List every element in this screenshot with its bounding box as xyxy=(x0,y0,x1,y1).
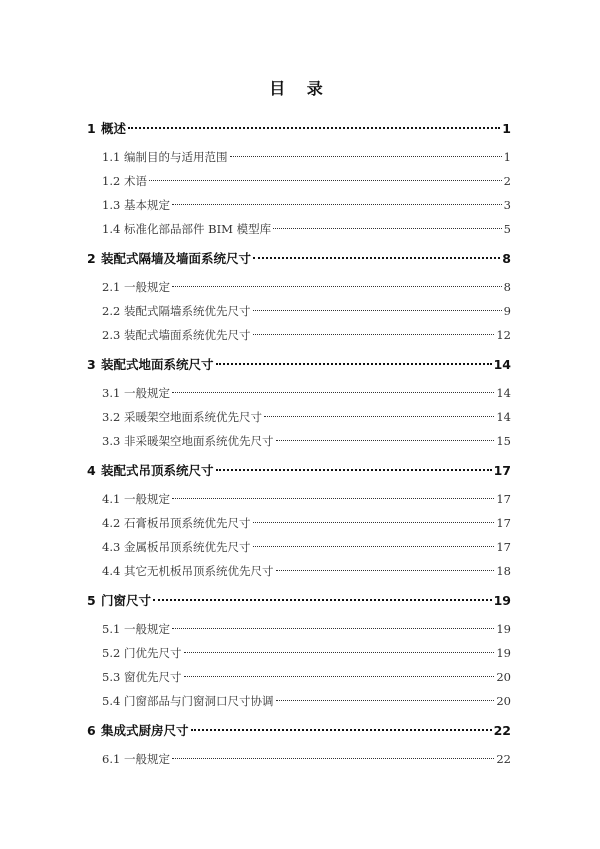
toc-entry-label: 术语 xyxy=(124,174,147,188)
toc-section-entry[interactable] xyxy=(87,299,511,323)
toc-entry-number: 1.2 xyxy=(102,174,121,188)
dot-leader xyxy=(172,628,494,629)
toc-entry-number: 1.1 xyxy=(102,150,121,164)
toc-entry-number: 6.1 xyxy=(102,752,121,766)
toc-entry-page-number: 18 xyxy=(496,564,511,578)
toc-entry-page-number: 15 xyxy=(496,434,511,448)
toc-entry-page-number: 14 xyxy=(496,410,511,424)
toc-section-entry[interactable] xyxy=(87,641,511,665)
toc-entry-label: 一般规定 xyxy=(124,280,170,294)
dot-leader xyxy=(273,228,502,229)
toc-entry-label: 概述 xyxy=(101,121,127,136)
toc-chapter-entry[interactable] xyxy=(87,459,511,483)
toc-entry-page-number: 1 xyxy=(503,150,511,164)
toc-chapter-entry[interactable] xyxy=(87,117,511,141)
table-of-contents xyxy=(87,111,511,771)
toc-entry-label: 一般规定 xyxy=(124,386,170,400)
toc-entry-number: 2.3 xyxy=(102,328,121,342)
toc-entry-number: 4.2 xyxy=(102,516,121,530)
toc-entry-page-number: 17 xyxy=(496,540,511,554)
toc-entry-number: 4.1 xyxy=(102,492,121,506)
toc-entry-page-number: 17 xyxy=(496,516,511,530)
toc-section-entry[interactable] xyxy=(87,145,511,169)
toc-entry-label: 编制目的与适用范围 xyxy=(124,150,228,164)
dot-leader xyxy=(191,729,492,731)
toc-entry-number: 4.4 xyxy=(102,564,121,578)
toc-entry-page-number: 12 xyxy=(496,328,511,342)
dot-leader xyxy=(172,758,494,759)
toc-entry-label: 一般规定 xyxy=(124,492,170,506)
toc-section-entry[interactable] xyxy=(87,429,511,453)
dot-leader xyxy=(253,522,495,523)
toc-section-entry[interactable] xyxy=(87,323,511,347)
toc-entry-page-number: 17 xyxy=(493,463,511,478)
toc-chapter-entry[interactable] xyxy=(87,589,511,613)
toc-entry-page-number: 14 xyxy=(493,357,511,372)
dot-leader xyxy=(172,392,494,393)
dot-leader xyxy=(253,310,502,311)
dot-leader xyxy=(230,156,502,157)
toc-entry-label: 非采暖架空地面系统优先尺寸 xyxy=(124,434,274,448)
toc-entry-page-number: 8 xyxy=(503,280,511,294)
dot-leader xyxy=(253,257,500,259)
toc-entry-page-number: 19 xyxy=(493,593,511,608)
toc-entry-label: 门窗部品与门窗洞口尺寸协调 xyxy=(124,694,274,708)
toc-entry-page-number: 20 xyxy=(496,670,511,684)
dot-leader xyxy=(216,469,492,471)
toc-entry-page-number: 1 xyxy=(502,121,511,136)
toc-entry-number: 3.2 xyxy=(102,410,121,424)
toc-entry-page-number: 19 xyxy=(496,646,511,660)
toc-entry-number: 5.1 xyxy=(102,622,121,636)
toc-entry-number: 3.3 xyxy=(102,434,121,448)
toc-entry-page-number: 20 xyxy=(496,694,511,708)
toc-section-entry[interactable] xyxy=(87,665,511,689)
toc-chapter-entry[interactable] xyxy=(87,719,511,743)
toc-entry-number: 4.3 xyxy=(102,540,121,554)
dot-leader xyxy=(264,416,494,417)
toc-entry-number: 2.1 xyxy=(102,280,121,294)
dot-leader xyxy=(172,286,502,287)
toc-entry-page-number: 8 xyxy=(502,251,511,266)
toc-section-entry[interactable] xyxy=(87,193,511,217)
dot-leader xyxy=(172,204,502,205)
toc-entry-label: 装配式地面系统尺寸 xyxy=(101,357,214,372)
dot-leader xyxy=(276,440,495,441)
toc-entry-page-number: 9 xyxy=(503,304,511,318)
toc-entry-label: 一般规定 xyxy=(124,622,170,636)
toc-entry-page-number: 14 xyxy=(496,386,511,400)
toc-entry-page-number: 17 xyxy=(496,492,511,506)
toc-section-entry[interactable] xyxy=(87,217,511,241)
dot-leader xyxy=(253,546,495,547)
toc-section-entry[interactable] xyxy=(87,559,511,583)
toc-entry-number: 1.3 xyxy=(102,198,121,212)
dot-leader xyxy=(276,700,495,701)
dot-leader xyxy=(253,334,495,335)
dot-leader xyxy=(184,676,495,677)
toc-entry-number: 2.2 xyxy=(102,304,121,318)
toc-section-entry[interactable] xyxy=(87,275,511,299)
toc-entry-label: 基本规定 xyxy=(124,198,170,212)
toc-title: 目 录 xyxy=(269,79,331,98)
toc-section-entry[interactable] xyxy=(87,169,511,193)
toc-entry-number: 1.4 xyxy=(102,222,121,236)
toc-section-entry[interactable] xyxy=(87,617,511,641)
toc-entry-label: 标准化部品部件 BIM 模型库 xyxy=(124,222,272,236)
toc-section-entry[interactable] xyxy=(87,381,511,405)
toc-entry-label: 集成式厨房尺寸 xyxy=(101,723,189,738)
dot-leader xyxy=(128,127,500,129)
dot-leader xyxy=(184,652,495,653)
toc-section-entry[interactable] xyxy=(87,747,511,771)
toc-entry-label: 采暖架空地面系统优先尺寸 xyxy=(124,410,262,424)
toc-entry-label: 装配式隔墙系统优先尺寸 xyxy=(124,304,251,318)
toc-entry-label: 装配式隔墙及墙面系统尺寸 xyxy=(101,251,252,266)
toc-section-entry[interactable] xyxy=(87,487,511,511)
toc-chapter-entry[interactable] xyxy=(87,247,511,271)
toc-entry-page-number: 2 xyxy=(503,174,511,188)
dot-leader xyxy=(276,570,495,571)
toc-section-entry[interactable] xyxy=(87,535,511,559)
toc-entry-page-number: 19 xyxy=(496,622,511,636)
toc-entry-label: 门窗尺寸 xyxy=(101,593,152,608)
toc-entry-page-number: 5 xyxy=(503,222,511,236)
toc-entry-number: 5.2 xyxy=(102,646,121,660)
toc-entry-page-number: 22 xyxy=(496,752,511,766)
dot-leader xyxy=(216,363,492,365)
toc-entry-number: 4 xyxy=(87,463,96,478)
toc-entry-number: 5.4 xyxy=(102,694,121,708)
toc-chapter-entry[interactable] xyxy=(87,353,511,377)
toc-entry-number: 5 xyxy=(87,593,96,608)
toc-section-entry[interactable] xyxy=(87,405,511,429)
toc-entry-page-number: 3 xyxy=(503,198,511,212)
dot-leader xyxy=(153,599,492,601)
toc-entry-number: 2 xyxy=(87,251,96,266)
toc-entry-label: 装配式墙面系统优先尺寸 xyxy=(124,328,251,342)
toc-section-entry[interactable] xyxy=(87,689,511,713)
toc-entry-number: 3.1 xyxy=(102,386,121,400)
dot-leader xyxy=(149,180,502,181)
toc-entry-label: 一般规定 xyxy=(124,752,170,766)
toc-section-entry[interactable] xyxy=(87,511,511,535)
toc-entry-number: 5.3 xyxy=(102,670,121,684)
dot-leader xyxy=(172,498,494,499)
toc-entry-number: 3 xyxy=(87,357,96,372)
toc-entry-label: 窗优先尺寸 xyxy=(124,670,182,684)
toc-entry-label: 石膏板吊顶系统优先尺寸 xyxy=(124,516,251,530)
toc-entry-label: 其它无机板吊顶系统优先尺寸 xyxy=(124,564,274,578)
toc-entry-label: 门优先尺寸 xyxy=(124,646,182,660)
toc-entry-number: 6 xyxy=(87,723,96,738)
toc-entry-label: 装配式吊顶系统尺寸 xyxy=(101,463,214,478)
toc-entry-label: 金属板吊顶系统优先尺寸 xyxy=(124,540,251,554)
toc-entry-page-number: 22 xyxy=(493,723,511,738)
toc-entry-number: 1 xyxy=(87,121,96,136)
